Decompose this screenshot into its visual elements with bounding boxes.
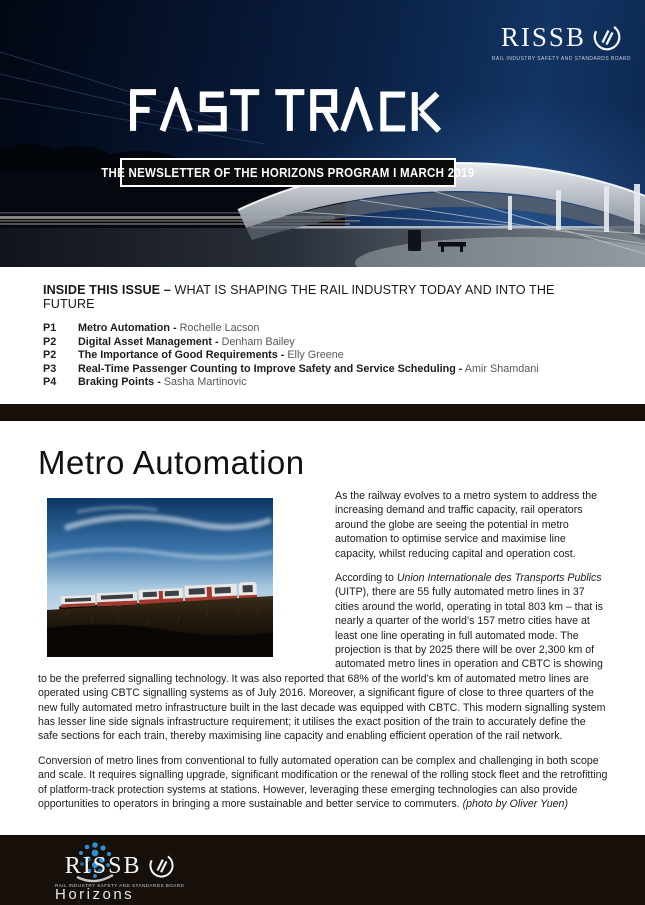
toc-item-author: Rochelle Lacson bbox=[179, 322, 260, 334]
paragraph-2-italic-term: Union Internationale des Transports Publics bbox=[396, 571, 602, 584]
article-paragraph-3 bbox=[38, 754, 608, 812]
rissb-logo bbox=[492, 22, 631, 62]
fasttrack-letters bbox=[127, 87, 443, 136]
article-body bbox=[38, 489, 608, 812]
toc-row bbox=[43, 322, 608, 336]
banner-text: THE NEWSLETTER OF THE HORIZONS PROGRAM I MARCH 2019 bbox=[101, 165, 475, 180]
toc-item-title: Metro Automation - bbox=[78, 322, 177, 334]
footer-bar bbox=[0, 835, 645, 905]
toc-item-author: Denham Bailey bbox=[221, 335, 295, 348]
toc-page-number: P2 bbox=[43, 349, 57, 362]
paragraph-2-prefix: According to bbox=[335, 571, 397, 584]
toc-row bbox=[43, 336, 608, 350]
toc-item-title: The Importance of Good Requirements - bbox=[78, 349, 285, 362]
rissb-swoosh-icon-footer bbox=[148, 852, 175, 879]
toc-heading-bold: INSIDE THIS ISSUE – bbox=[43, 283, 171, 297]
platform-edge bbox=[250, 226, 645, 229]
hero-header-photo bbox=[0, 0, 645, 267]
toc-row bbox=[43, 363, 608, 377]
toc-item-title: Braking Points - bbox=[78, 376, 161, 389]
black-divider-bar bbox=[0, 404, 645, 421]
toc-heading-rest: WHAT IS SHAPING THE RAIL INDUSTRY TODAY AND INTO THE FUTURE bbox=[43, 283, 555, 311]
toc-item-author: Elly Greene bbox=[287, 349, 344, 362]
rissb-tagline-footer: RAIL INDUSTRY SAFETY AND STANDARDS BOARD bbox=[55, 883, 185, 888]
metro-automation-article bbox=[0, 444, 645, 811]
rissb-swoosh-icon bbox=[592, 22, 622, 52]
toc-item-title: Real-Time Passenger Counting to Improve Safety and Service Scheduling - bbox=[78, 362, 463, 375]
rissb-wordmark: RISSB bbox=[500, 21, 586, 52]
rissb-logo-footer bbox=[55, 852, 184, 888]
toc-item-author: Sasha Martinovic bbox=[163, 376, 247, 389]
rissb-wordmark-footer: RISSB bbox=[64, 852, 142, 879]
paragraph-3-text: Conversion of metro lines from conventional to fully automated operation can be complex and challenging in both scope and scale. It requires signalling upgrade, significant modification or the renewal of the rolling stock fleet and the retrofitting of platform-track protection systems at stations. However, leveraging these emerging technologies can also provide opportunities to operators in bringing a more sustainable and better service to commuters. bbox=[38, 754, 608, 811]
photo-credit: (photo by Oliver Yuen) bbox=[462, 798, 568, 811]
toc-heading bbox=[43, 283, 608, 311]
toc-item-author: Amir Shamdani bbox=[464, 362, 539, 375]
toc-page-number: P4 bbox=[43, 376, 57, 389]
newsletter-banner bbox=[101, 158, 475, 187]
inside-this-issue-section bbox=[0, 267, 645, 390]
rissb-tagline: RAIL INDUSTRY SAFETY AND STANDARDS BOARD bbox=[491, 56, 631, 62]
horizons-label: Horizons bbox=[55, 886, 135, 903]
toc-page-number: P1 bbox=[43, 322, 57, 334]
train-field-photo-art bbox=[47, 498, 273, 657]
toc-page-number: P3 bbox=[43, 362, 57, 375]
article-paragraph-1: As the railway evolves to a metro system to address the increasing demand and traffic capacity, rail operators around the globe are seeing the potential in metro automation to optimise service and maximise line capacity, whilst reducing capital and operation cost. bbox=[335, 489, 598, 560]
toc-list bbox=[43, 322, 608, 390]
paragraph-2-rest: (UITP), there are 55 fully automated metro lines in 37 cities around the world, operating in total 803 km – that is nearly a quarter of the world’s 157 metro cities have at least one line operating in full automated mode. The projection is that by 2025 there will be over 2,300 km of automated metro lines in operation and CBTC is showing to be the preferred signalling technology. It was also reported that 68% of the world’s km of automated metro lines are operated using CBTC signalling systems as of July 2016. Moreover, a significant figure of close to three quarters of the new fully automated metro infrastructure built in the last decade was equipped with CBTC. This modern signalling system has lesser line side signals infrastructure requirement; it utilises the exact position of the train to accurately define the safe sections for each train, thereby maximising line capacity and enabling efficient operation of the rail network. bbox=[38, 586, 606, 743]
article-title: Metro Automation bbox=[38, 443, 305, 481]
toc-row bbox=[43, 349, 608, 363]
fasttrack-wordmark bbox=[127, 87, 443, 141]
toc-row bbox=[43, 376, 608, 390]
toc-page-number: P2 bbox=[43, 335, 57, 348]
train-field-photo bbox=[47, 498, 273, 657]
toc-item-title: Digital Asset Management - bbox=[78, 335, 219, 348]
